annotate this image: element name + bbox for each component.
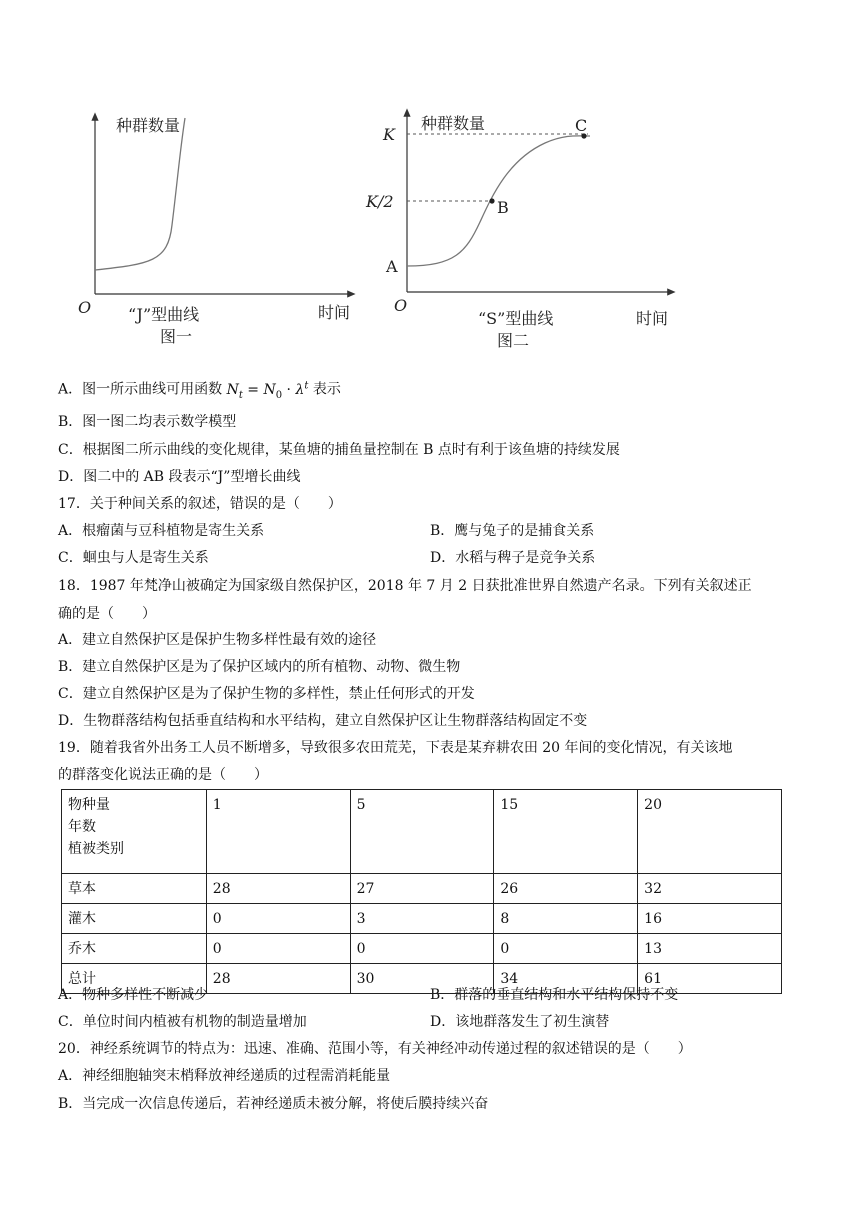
q17-option-d: D．水稻与稗子是竞争关系	[430, 550, 596, 566]
q20-option-a: A．神经细胞轴突末梢释放神经递质的过程需消耗能量	[58, 1068, 391, 1084]
q17-row2	[58, 548, 596, 568]
fig2-point-b: B	[497, 198, 509, 217]
q19-option-a: A．物种多样性不断减少	[58, 987, 209, 1003]
table-cell: 0	[206, 904, 350, 934]
q17-row1	[58, 521, 595, 541]
table-row	[62, 934, 782, 964]
fig2-k-label: K	[383, 125, 395, 144]
table-cell: 34	[494, 964, 638, 994]
formula	[226, 380, 309, 401]
table-cell: 28	[206, 874, 350, 904]
table-cell: 8	[494, 904, 638, 934]
q17-option-c: C．蛔虫与人是寄生关系	[58, 550, 209, 566]
q17-option-b: B．鹰与兔子的是捕食关系	[430, 523, 595, 539]
fig2-caption: 图二	[497, 331, 530, 350]
figures-svg	[0, 0, 860, 360]
table-row	[62, 904, 782, 934]
formula-n0-sub: 0	[275, 389, 283, 401]
formula-lambda-sup: t	[304, 380, 309, 391]
fig1-ylabel: 种群数量	[116, 116, 181, 135]
figures-area	[0, 0, 860, 360]
table-cell: 0	[206, 934, 350, 964]
table-row-label: 总计	[62, 964, 207, 994]
table-cell: 0	[350, 934, 494, 964]
q18-option-a: A．建立自然保护区是保护生物多样性最有效的途径	[58, 632, 377, 648]
fig2-graph	[365, 112, 672, 350]
table-year-cell: 20	[638, 790, 782, 874]
q19-row2	[58, 1012, 610, 1032]
q18-stem-line1: 18．1987 年梵净山被确定为国家级自然保护区，2018 年 7 月 2 日获批准世界自然遗产名录。下列有关叙述正	[58, 578, 752, 594]
q16-option-a-suffix: 表示	[308, 381, 341, 398]
fig2-point-a: A	[386, 257, 398, 276]
formula-nt-sub: t	[238, 389, 243, 401]
table-cell: 28	[206, 964, 350, 994]
table-row-label: 乔木	[62, 934, 207, 964]
formula-lambda: λ	[295, 381, 305, 398]
fig2-point-c: C	[575, 116, 588, 135]
q19-table	[61, 789, 782, 994]
table-year-cell: 5	[350, 790, 494, 874]
header-line-species: 物种量	[68, 797, 110, 813]
fig1-xlabel: 时间	[318, 303, 351, 322]
table-row	[62, 874, 782, 904]
fig2-xlabel: 时间	[636, 309, 669, 328]
table-cell: 26	[494, 874, 638, 904]
fig2-ylabel: 种群数量	[421, 114, 486, 133]
fig1-caption: 图一	[160, 327, 193, 346]
formula-nt: N	[226, 381, 239, 398]
q16-option-b: B．图一图二均表示数学模型	[58, 414, 237, 430]
fig1-origin: O	[78, 298, 92, 317]
table-header-row	[62, 790, 782, 874]
q17-option-a: A．根瘤菌与豆科植物是寄生关系	[58, 523, 265, 539]
q18-option-d: D．生物群落结构包括垂直结构和水平结构，建立自然保护区让生物群落结构固定不变	[58, 713, 588, 729]
header-line-vegetation: 植被类别	[68, 841, 124, 857]
q19-stem-line2: 的群落变化说法正确的是（ ）	[58, 767, 268, 783]
formula-dot: ·	[282, 381, 296, 398]
table-cell: 3	[350, 904, 494, 934]
fig1-j-curve	[95, 118, 185, 270]
table-cell: 0	[494, 934, 638, 964]
q18-option-c: C．建立自然保护区是为了保护生物的多样性，禁止任何形式的开发	[58, 686, 475, 702]
q19-option-d: D．该地群落发生了初生演替	[430, 1014, 610, 1030]
q19-option-b: B．群落的垂直结构和水平结构保持不变	[430, 987, 679, 1003]
fig2-point-b-dot	[489, 198, 494, 203]
q16-option-a-text: A．图一所示曲线可用函数	[58, 381, 227, 398]
table-year-cell: 15	[494, 790, 638, 874]
q18-option-b: B．建立自然保护区是为了保护区域内的所有植物、动物、微生物	[58, 659, 461, 675]
q16-option-c: C．根据图二所示曲线的变化规律，某鱼塘的捕鱼量控制在 B 点时有利于该鱼塘的持续发展	[58, 442, 620, 458]
fig2-origin: O	[394, 296, 408, 315]
table-cell: 30	[350, 964, 494, 994]
fig2-curve-name: “S”型曲线	[478, 309, 554, 328]
q20-stem: 20．神经系统调节的特点为：迅速、准确、范围小等，有关神经冲动传递过程的叙述错误的是（ ）	[58, 1041, 692, 1057]
fig1-curve-name: “J”型曲线	[128, 305, 200, 324]
q19-option-c: C．单位时间内植被有机物的制造量增加	[58, 1014, 307, 1030]
q20-option-b: B．当完成一次信息传递后，若神经递质未被分解，将使后膜持续兴奋	[58, 1096, 489, 1112]
q19-stem-line1: 19．随着我省外出务工人员不断增多，导致很多农田荒芜，下表是某弃耕农田 20 年间的变化情况，有关该地	[58, 740, 733, 756]
q17-stem: 17．关于种间关系的叙述，错误的是（ ）	[58, 496, 342, 512]
header-line-years: 年数	[68, 819, 96, 835]
formula-n0: N	[263, 381, 276, 398]
table-row-label: 灌木	[62, 904, 207, 934]
fig2-k2-label: K/2	[366, 192, 394, 211]
table-row	[62, 964, 782, 994]
table-cell: 13	[638, 934, 782, 964]
fig1-graph	[78, 116, 352, 346]
table-cell: 32	[638, 874, 782, 904]
table-header-cell	[62, 790, 207, 874]
q16-option-a	[58, 376, 341, 405]
table-row-label: 草本	[62, 874, 207, 904]
table-cell: 61	[638, 964, 782, 994]
q16-option-d: D．图二中的 AB 段表示“J”型增长曲线	[58, 469, 301, 485]
formula-eq: =	[242, 381, 264, 398]
table-cell: 16	[638, 904, 782, 934]
table-cell: 27	[350, 874, 494, 904]
table-year-cell: 1	[206, 790, 350, 874]
q18-stem-line2: 确的是（ ）	[58, 606, 156, 622]
